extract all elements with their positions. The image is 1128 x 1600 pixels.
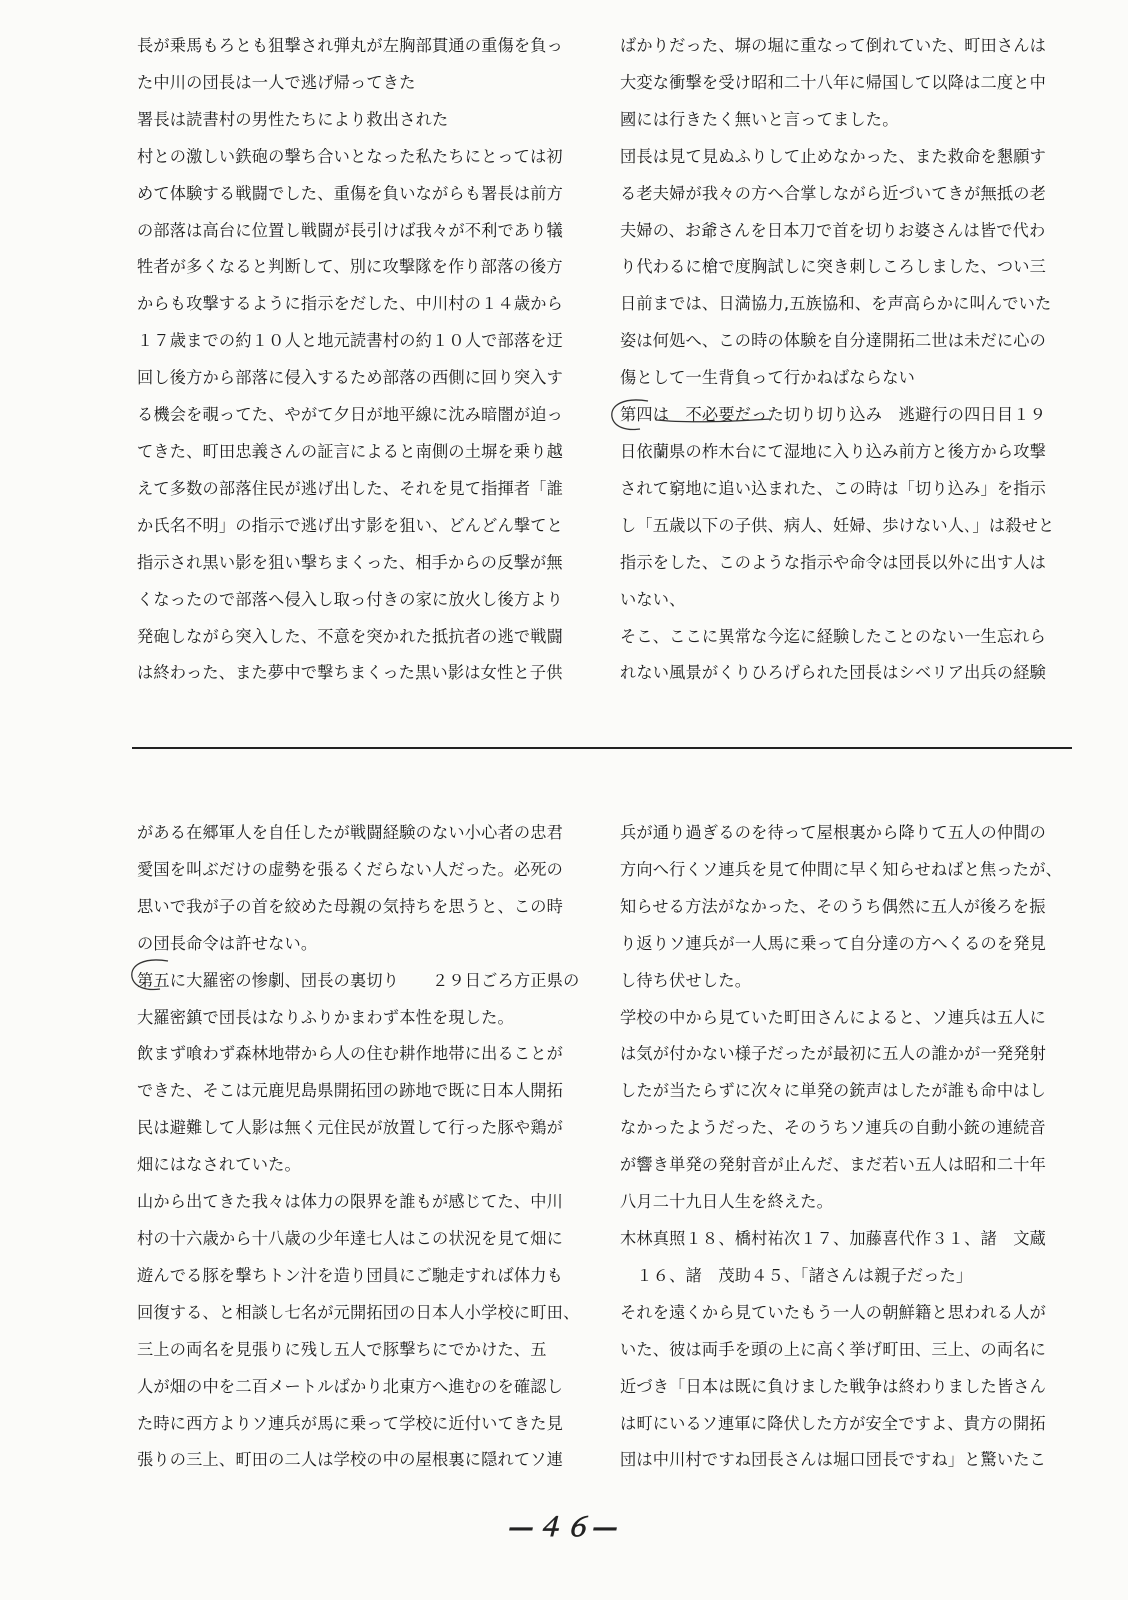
- text-line: は町にいるソ連軍に降伏した方が安全ですよ、貴方の開拓: [620, 1413, 1046, 1433]
- text-line: し待ち伏せした。: [620, 970, 752, 990]
- text-line: 兵が通り過ぎるのを待って屋根裏から降りて五人の仲間の: [620, 823, 1047, 842]
- top-right-column: [620, 28, 1075, 692]
- text-line: 姿は何処へ、この時の体験を自分達開拓二世は未だに心の: [620, 331, 1047, 351]
- text-line: り代わるに槍で度胸試しに突き刺しころしました、つい三: [620, 257, 1047, 277]
- text-line: されて窮地に追い込まれた、この時は「切り込み」を指示: [620, 478, 1047, 498]
- text-line: 第五に大羅密の惨劇、団長の裏切り ２９日ごろ方正県の: [137, 970, 580, 990]
- text-line: 畑にはなされていた。: [137, 1155, 301, 1175]
- text-line: か氏名不明」の指示で逃げ出す影を狙い、どんどん撃てと: [137, 515, 564, 535]
- text-line: 団長は見て見ぬふりして止めなかった、また救命を懇願す: [620, 146, 1047, 166]
- text-line: た中川の団長は一人で逃げ帰ってきた: [137, 72, 416, 92]
- section-divider: [132, 747, 1072, 749]
- text-line: れない風景がくりひろげられた団長はシベリア出兵の経験: [620, 663, 1047, 683]
- text-line: くなったので部落へ侵入し取っ付きの家に放火し後方より: [137, 589, 564, 609]
- text-line: １７歳までの約１０人と地元読書村の約１０人で部落を迂: [137, 331, 564, 351]
- text-line: り返りソ連兵が一人馬に乗って自分達の方へくるのを発見: [620, 933, 1047, 953]
- text-line: がある在郷軍人を自任したが戦闘経験のない小心者の忠君: [137, 823, 564, 842]
- text-line: 八月二十九日人生を終えた。: [620, 1192, 834, 1212]
- text-line: そこ、ここに異常な今迄に経験したことのない一生忘れら: [620, 626, 1047, 646]
- text-line: 民は避難して人影は無く元住民が放置して行った豚や鶏が: [137, 1118, 564, 1138]
- text-line: 大変な衝撃を受け昭和二十八年に帰国して以降は二度と中: [620, 72, 1047, 92]
- text-line: が響き単発の発射音が止んだ、まだ若い五人は昭和二十年: [620, 1155, 1047, 1175]
- text-line: 方向へ行くソ連兵を見て仲間に早く知らせねばと焦ったが、: [620, 859, 1062, 879]
- text-line: た時に西方よりソ連兵が馬に乗って学校に近付いてきた見: [137, 1413, 564, 1433]
- bottom-left-column: [137, 815, 592, 1479]
- text-line: いない、: [620, 589, 686, 609]
- text-line: 飲まず喰わず森林地帯から人の住む耕作地帯に出ることが: [137, 1044, 564, 1064]
- text-line: ばかりだった、塀の堀に重なって倒れていた、町田さんは: [620, 36, 1047, 55]
- page-number: —４６—: [507, 1513, 620, 1543]
- text-line: る機会を覗ってた、やがて夕日が地平線に沈み暗闇が迫っ: [137, 405, 564, 425]
- text-line: る老夫婦が我々の方へ合掌しながら近づいてきが無抵の老: [620, 183, 1047, 203]
- text-line: 学校の中から見ていた町田さんによると、ソ連兵は五人に: [620, 1007, 1047, 1027]
- text-line: なかったようだった、そのうちソ連兵の自動小銃の連続音: [620, 1118, 1046, 1138]
- text-line: 人が畑の中を二百メートルばかり北東方へ進むのを確認し: [137, 1376, 564, 1396]
- text-line: 思いで我が子の首を絞めた母親の気持ちを思うと、この時: [137, 896, 564, 916]
- text-line: 知らせる方法がなかった、そのうち偶然に五人が後ろを振: [620, 896, 1046, 916]
- text-line: は気が付かない様子だったが最初に五人の誰かが一発発射: [620, 1044, 1047, 1064]
- text-line: 長が乗馬もろとも狙撃され弾丸が左胸部貫通の重傷を負っ: [137, 36, 564, 55]
- text-line: 大羅密鎮で団長はなりふりかまわず本性を現した。: [137, 1007, 514, 1027]
- text-line: 回し後方から部落に侵入するため部落の西側に回り突入す: [137, 368, 564, 388]
- text-line: 日依蘭県の柞木台にて湿地に入り込み前方と後方から攻撃: [620, 441, 1047, 461]
- text-line: 団は中川村ですね団長さんは堀口団長ですね」と驚いたこ: [620, 1450, 1047, 1470]
- text-line: えて多数の部落住民が逃げ出した、それを見て指揮者「誰: [137, 478, 564, 498]
- text-line: 回復する、と相談し七名が元開拓団の日本人小学校に町田、: [137, 1302, 580, 1322]
- text-line: の部落は高台に位置し戦闘が長引けば我々が不利であり犠: [137, 220, 564, 240]
- text-line: 夫婦の、お爺さんを日本刀で首を切りお婆さんは皆で代わ: [620, 220, 1046, 240]
- text-line: 愛国を叫ぶだけの虚勢を張るくだらない人だった。必死の: [137, 859, 564, 879]
- text-line: 署長は読書村の男性たちにより救出された: [137, 109, 449, 129]
- text-line: は終わった、また夢中で撃ちまくった黒い影は女性と子供: [137, 663, 563, 683]
- bottom-right-column: [620, 815, 1075, 1479]
- text-line: の団長命令は許せない。: [137, 933, 318, 953]
- text-line: 発砲しながら突入した、不意を突かれた抵抗者の逃で戦闘: [137, 626, 564, 646]
- text-line: いた、彼は両手を頭の上に高く挙げ町田、三上、の両名に: [620, 1339, 1047, 1359]
- text-line: 村の十六歳から十八歳の少年達七人はこの状況を見て畑に: [137, 1228, 564, 1248]
- top-left-column: [137, 28, 592, 692]
- text-line: し「五歳以下の子供、病人、妊婦、歩けない人､」は殺せと: [620, 515, 1055, 535]
- text-line: それを遠くから見ていたもう一人の朝鮮籍と思われる人が: [620, 1302, 1047, 1322]
- text-line: 第四は 不必要だった切り切り込み 逃避行の四日目１９: [620, 405, 1047, 425]
- text-line: 指示され黒い影を狙い撃ちまくった、相手からの反撃が無: [137, 552, 563, 572]
- text-line: 國には行きたく無いと言ってました。: [620, 109, 899, 129]
- text-line: １６、諸 茂助４５、「諸さんは親子だった」: [620, 1265, 973, 1285]
- text-line: 傷として一生背負って行かねばならない: [620, 368, 915, 388]
- text-line: 日前までは、日満協力,五族協和、を声高らかに叫んでいた: [620, 294, 1052, 314]
- text-line: したが当たらずに次々に単発の銃声はしたが誰も命中はし: [620, 1081, 1047, 1101]
- text-line: 木林真照１８、橋村祐次１７、加藤喜代作３１、諸 文蔵: [620, 1228, 1047, 1248]
- text-line: 指示をした、このような指示や命令は団長以外に出す人は: [620, 552, 1047, 572]
- text-line: 近づき「日本は既に負けました戦争は終わりました皆さん: [620, 1376, 1047, 1396]
- text-line: 牲者が多くなると判断して、別に攻撃隊を作り部落の後方: [137, 257, 563, 277]
- text-line: できた、そこは元鹿児島県開拓団の跡地で既に日本人開拓: [137, 1081, 564, 1101]
- text-line: 村との激しい鉄砲の撃ち合いとなった私たちにとっては初: [137, 146, 563, 166]
- text-line: 三上の両名を見張りに残し五人で豚撃ちにでかけた、五: [137, 1339, 547, 1359]
- text-line: めて体験する戦闘でした、重傷を負いながらも署長は前方: [137, 183, 564, 203]
- text-line: てきた、町田忠義さんの証言によると南側の土塀を乗り越: [137, 441, 564, 461]
- text-line: 遊んでる豚を撃ちトン汁を造り団員にご馳走すれば体力も: [137, 1265, 564, 1285]
- text-line: からも攻撃するように指示をだした、中川村の１４歳から: [137, 294, 564, 314]
- text-line: 山から出てきた我々は体力の限界を誰もが感じてた、中川: [137, 1192, 564, 1212]
- text-line: 張りの三上、町田の二人は学校の中の屋根裏に隠れてソ連: [137, 1450, 564, 1470]
